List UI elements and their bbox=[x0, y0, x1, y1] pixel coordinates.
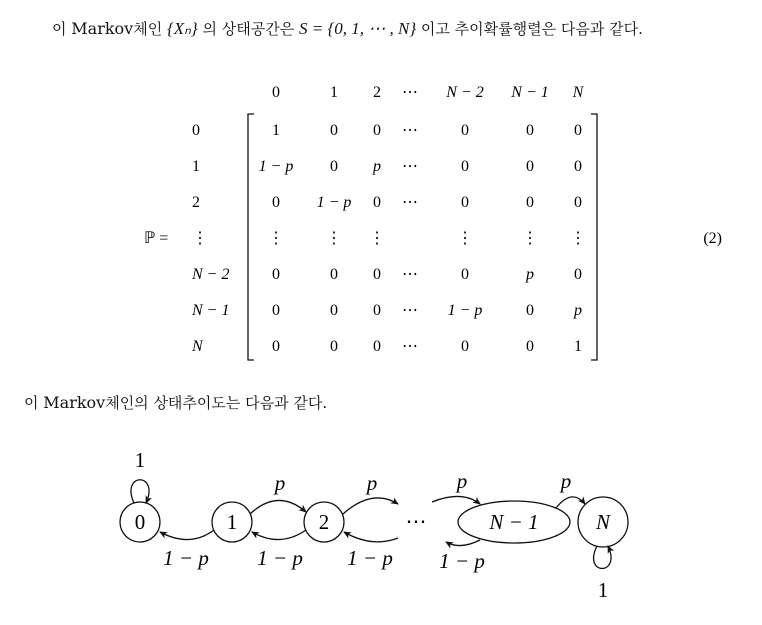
matrix-cell: p bbox=[526, 266, 534, 283]
matrix-cell: ⋯ bbox=[402, 122, 418, 139]
state-label: N − 1 bbox=[489, 510, 539, 534]
state-transition-diagram bbox=[0, 440, 762, 620]
matrix-cell: 0 bbox=[526, 158, 534, 175]
matrix-col-header: 0 bbox=[272, 84, 280, 101]
equation-number: (2) bbox=[703, 230, 722, 247]
self-loop-label: 1 bbox=[597, 578, 609, 602]
matrix-cell: 0 bbox=[461, 158, 469, 175]
matrix-cell: 0 bbox=[373, 302, 381, 319]
matrix-cell: 0 bbox=[373, 194, 381, 211]
self-loop-arrow bbox=[594, 546, 611, 569]
forward-label: p bbox=[560, 469, 572, 493]
transition-sentence bbox=[24, 392, 327, 413]
matrix-row-label: 0 bbox=[192, 122, 200, 139]
matrix-right-bracket bbox=[591, 114, 597, 360]
matrix-col-header: N bbox=[572, 84, 584, 101]
matrix-cell: 0 bbox=[373, 338, 381, 355]
matrix-cell: ⋯ bbox=[402, 302, 418, 319]
backward-label: 1 − p bbox=[163, 546, 209, 570]
self-loop-label: 1 bbox=[134, 448, 146, 472]
matrix-cell: 0 bbox=[526, 302, 534, 319]
matrix-cell: 0 bbox=[574, 194, 582, 211]
matrix-cell: ⋯ bbox=[402, 266, 418, 283]
matrix-cell: 0 bbox=[330, 302, 338, 319]
backward-arrow bbox=[446, 540, 480, 546]
forward-label: p bbox=[366, 471, 378, 495]
diagram-ellipsis: ⋯ bbox=[405, 509, 427, 533]
matrix-cell: ⋮ bbox=[369, 230, 385, 247]
transition-part2: 체인의 상태추이도는 다음과 같다. bbox=[105, 394, 328, 412]
matrix-cell: ⋮ bbox=[570, 230, 586, 247]
backward-arrow bbox=[344, 532, 398, 542]
intro-sentence bbox=[52, 18, 643, 39]
matrix-cell: 0 bbox=[526, 338, 534, 355]
self-loop-arrow bbox=[131, 480, 149, 503]
matrix-cell: 0 bbox=[526, 194, 534, 211]
forward-arrow bbox=[343, 498, 398, 514]
matrix-cell: 0 bbox=[461, 338, 469, 355]
matrix-cell: 0 bbox=[461, 194, 469, 211]
matrix-row-label: 2 bbox=[192, 194, 200, 211]
matrix-cell: 0 bbox=[373, 122, 381, 139]
state-label: 2 bbox=[318, 510, 330, 534]
matrix-cell: 1 − p bbox=[316, 194, 352, 211]
matrix-cell: 0 bbox=[272, 194, 280, 211]
matrix-row-label: N − 2 bbox=[192, 266, 230, 283]
matrix-cell: 0 bbox=[461, 122, 469, 139]
intro-part2: 체인 bbox=[133, 20, 167, 38]
intro-markov: Markov bbox=[71, 19, 134, 38]
matrix-cell: 0 bbox=[373, 266, 381, 283]
matrix-cell: ⋮ bbox=[326, 230, 342, 247]
matrix-cell: 1 bbox=[272, 122, 280, 139]
state-label: 1 bbox=[226, 510, 238, 534]
matrix-cell: p bbox=[574, 302, 582, 319]
state-label: N bbox=[595, 510, 611, 534]
matrix-cell: 0 bbox=[272, 266, 280, 283]
transition-markov: Markov bbox=[43, 393, 106, 412]
backward-label: 1 − p bbox=[439, 549, 485, 573]
matrix-cell: 0 bbox=[526, 122, 534, 139]
matrix-cell: 0 bbox=[574, 158, 582, 175]
matrix-row-label: N − 1 bbox=[192, 302, 230, 319]
matrix-cell: ⋯ bbox=[402, 158, 418, 175]
matrix-col-header: 2 bbox=[373, 84, 381, 101]
transition-matrix bbox=[0, 70, 762, 370]
matrix-col-header: 1 bbox=[330, 84, 338, 101]
backward-label: 1 − p bbox=[257, 546, 303, 570]
matrix-cell: ⋮ bbox=[268, 230, 284, 247]
matrix-col-header: N − 2 bbox=[446, 84, 484, 101]
matrix-row-label: 1 bbox=[192, 158, 200, 175]
forward-arrow bbox=[250, 500, 306, 514]
chain-symbol: {Xₙ} bbox=[166, 19, 198, 38]
matrix-cell: 1 bbox=[574, 338, 582, 355]
matrix-cell: 0 bbox=[574, 122, 582, 139]
matrix-cell: ⋮ bbox=[522, 230, 538, 247]
backward-arrow bbox=[252, 530, 306, 540]
matrix-row-label: ⋮ bbox=[192, 230, 208, 247]
matrix-symbol: ℙ = bbox=[144, 230, 169, 247]
matrix-row-label: N bbox=[192, 338, 203, 355]
matrix-cell: 0 bbox=[272, 302, 280, 319]
matrix-cell: p bbox=[373, 158, 381, 175]
matrix-cell: 1 − p bbox=[258, 158, 294, 175]
intro-part3: 의 상태공간은 bbox=[197, 20, 299, 38]
matrix-col-header: ⋯ bbox=[402, 84, 418, 101]
state-label: 0 bbox=[134, 510, 146, 534]
forward-label: p bbox=[274, 471, 286, 495]
matrix-cell: ⋯ bbox=[402, 338, 418, 355]
backward-arrow bbox=[160, 530, 214, 540]
matrix-col-header: N − 1 bbox=[511, 84, 549, 101]
forward-arrow bbox=[432, 496, 480, 504]
matrix-cell: 0 bbox=[330, 158, 338, 175]
matrix-cell: 0 bbox=[574, 266, 582, 283]
intro-part1: 이 bbox=[52, 20, 72, 38]
backward-label: 1 − p bbox=[347, 546, 393, 570]
matrix-cell: 1 − p bbox=[447, 302, 483, 319]
forward-arrow bbox=[556, 497, 585, 508]
matrix-cell: 0 bbox=[461, 266, 469, 283]
matrix-cell: 0 bbox=[272, 338, 280, 355]
state-space: S = {0, 1, ⋯ , N} bbox=[298, 19, 417, 38]
matrix-cell: 0 bbox=[330, 338, 338, 355]
forward-label: p bbox=[456, 469, 468, 493]
matrix-cell: ⋮ bbox=[457, 230, 473, 247]
matrix-cell: ⋯ bbox=[402, 194, 418, 211]
matrix-left-bracket bbox=[248, 114, 254, 360]
intro-part4: 이고 추이확률행렬은 다음과 같다. bbox=[416, 20, 643, 38]
transition-part1: 이 bbox=[24, 394, 44, 412]
matrix-cell: 0 bbox=[330, 122, 338, 139]
matrix-cell: 0 bbox=[330, 266, 338, 283]
